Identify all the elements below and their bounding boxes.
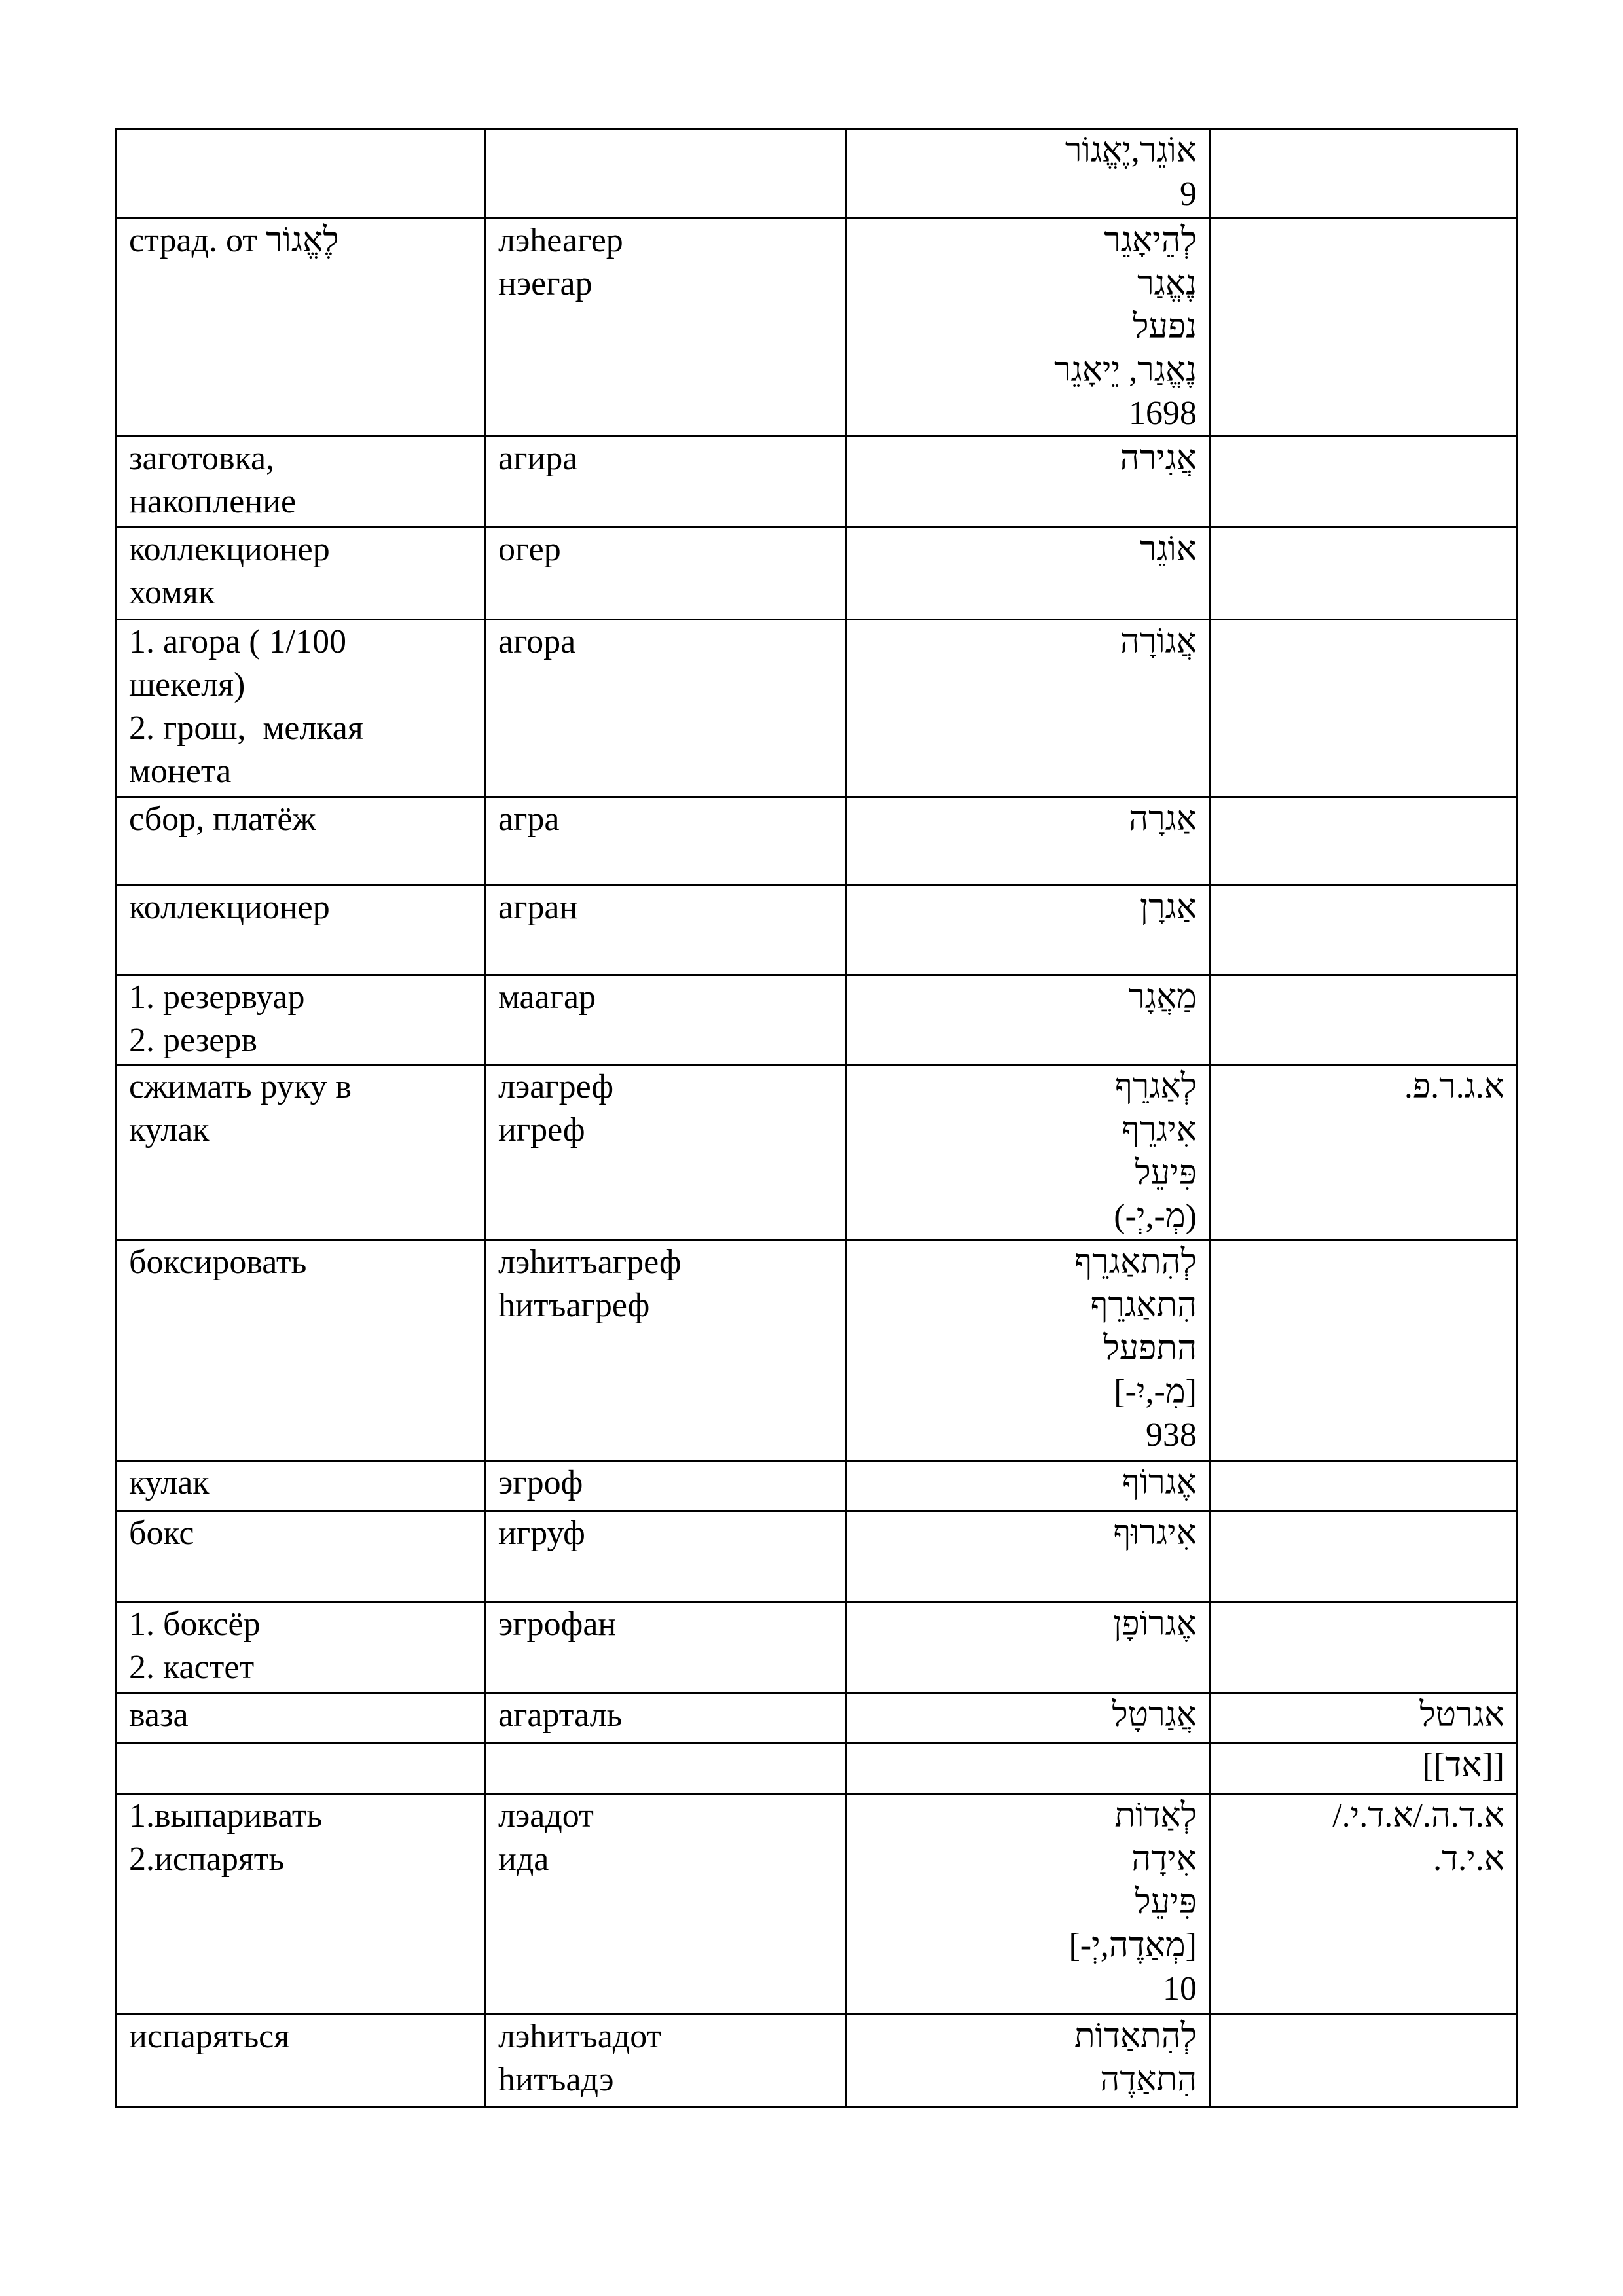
russian-cell [117,1240,486,1461]
russian-cell [117,620,486,797]
root-cell [1210,886,1518,975]
transcription-cell [486,1240,847,1461]
hebrew-line: אֶגרוֹף [1122,1464,1197,1501]
russian-cell [117,1794,486,2015]
russian-line: кулак [129,1111,210,1149]
transcription-line: лэадот [498,1797,594,1835]
russian-cell [117,1744,486,1794]
root-cell [1210,1461,1518,1511]
russian-line: 2. кастет [129,1649,255,1686]
root-line: [[אד]] [1422,1747,1504,1784]
table-row [117,1794,1518,2015]
root-cell [1210,528,1518,620]
root-line: א.י.ד. [1433,1840,1504,1878]
hebrew-cell [847,219,1210,437]
hebrew-cell [847,528,1210,620]
transcription-line: агран [498,889,578,926]
hebrew-cell [847,886,1210,975]
russian-cell [117,219,486,437]
transcription-line: лэагреф [498,1068,614,1105]
hebrew-line: לְהֵיאָגֵר [1104,222,1197,259]
russian-line: 1. боксёр [129,1605,261,1643]
russian-line: накопление [129,483,297,520]
hebrew-cell [847,1794,1210,2015]
transcription-line: лэhитъагреф [498,1244,682,1281]
russian-cell [117,975,486,1065]
transcription-cell [486,797,847,886]
table-row [117,2015,1518,2107]
hebrew-cell [847,1602,1210,1693]
transcription-line: эгроф [498,1464,583,1501]
root-cell [1210,1794,1518,2015]
russian-cell [117,797,486,886]
transcription-line: hитъагреф [498,1287,650,1324]
russian-line: 1. резервуар [129,978,305,1016]
russian-cell [117,1461,486,1511]
hebrew-line: לְהִתאַדוֹת [1074,2018,1197,2055]
hebrew-line: אַגרָן [1139,889,1197,926]
transcription-cell [486,1461,847,1511]
root-cell [1210,219,1518,437]
transcription-line: ида [498,1840,549,1878]
root-line: א.ד.ה./א.ד.י./ [1332,1797,1504,1835]
transcription-cell [486,2015,847,2107]
transcription-line: эгрофан [498,1605,617,1643]
root-cell [1210,1693,1518,1744]
hebrew-line: 9 [1180,175,1197,213]
root-cell [1210,2015,1518,2107]
hebrew-cell [847,1461,1210,1511]
russian-line: боксировать [129,1244,307,1281]
russian-line: сбор, платёж [129,800,316,838]
transcription-cell [486,1794,847,2015]
root-line: א.ג.ר.פ. [1404,1068,1504,1105]
russian-cell [117,1065,486,1240]
transcription-cell [486,1065,847,1240]
table-row [117,1511,1518,1602]
transcription-cell [486,1693,847,1744]
hebrew-line: פִּיעֵל [1135,1155,1197,1192]
hebrew-line: הִתאַגרֵף [1090,1287,1197,1324]
hebrew-line: 1698 [1129,395,1197,432]
russian-line: ваза [129,1696,189,1734]
hebrew-line: אִידָה [1131,1840,1197,1878]
hebrew-cell [847,620,1210,797]
root-cell [1210,1744,1518,1794]
transcription-cell [486,620,847,797]
russian-cell [117,528,486,620]
hebrew-line: נפעל [1133,308,1197,346]
transcription-line: агира [498,440,578,477]
hebrew-cell [847,129,1210,219]
hebrew-line: לְאַדוֹת [1114,1797,1197,1835]
root-line: אגרטל [1419,1696,1504,1734]
table-row [117,528,1518,620]
hebrew-cell [847,975,1210,1065]
table-row [117,219,1518,437]
russian-cell [117,2015,486,2107]
russian-line: бокс [129,1515,194,1552]
russian-line: сжимать руку в [129,1068,352,1105]
russian-cell [117,1602,486,1693]
transcription-cell [486,1602,847,1693]
russian-line: 2. резерв [129,1022,257,1059]
russian-cell [117,1511,486,1602]
transcription-cell [486,1744,847,1794]
hebrew-line: פִּיעֵל [1135,1884,1197,1921]
table-row [117,620,1518,797]
transcription-cell [486,437,847,528]
hebrew-line: אֲגוֹרָה [1120,623,1197,660]
hebrew-line: לְאַגרֵף [1114,1068,1197,1105]
hebrew-line: (מְ-,יְ-) [1114,1198,1197,1235]
table-row [117,1240,1518,1461]
russian-cell [117,1693,486,1744]
russian-line: коллекционер [129,889,330,926]
transcription-line: игреф [498,1111,585,1149]
root-cell [1210,975,1518,1065]
hebrew-line: [מְאַדֶה,יְ-] [1068,1927,1197,1964]
root-cell [1210,1511,1518,1602]
russian-line: монета [129,753,232,790]
transcription-line: агора [498,623,576,660]
transcription-line: лэhитъадот [498,2018,662,2055]
hebrew-line: אֶגרוֹפָן [1113,1605,1197,1643]
hebrew-line: הִתאַדֶה [1100,2061,1197,2098]
hebrew-line: [מִ-,יִ-] [1114,1373,1197,1410]
table-row [117,797,1518,886]
transcription-line: огер [498,531,561,568]
hebrew-line: אוֹגֵר [1139,531,1197,568]
hebrew-cell [847,1744,1210,1794]
hebrew-line: אֲגַרטָל [1112,1696,1197,1734]
table-row [117,1461,1518,1511]
table-row [117,975,1518,1065]
russian-line: 1.выпаривать [129,1797,323,1835]
hebrew-line: התפעל [1103,1330,1197,1367]
root-cell [1210,797,1518,886]
russian-cell [117,437,486,528]
hebrew-line: נֶאֱגַר [1137,265,1197,302]
hebrew-cell [847,1511,1210,1602]
transcription-line: нэегар [498,265,593,302]
root-cell [1210,1602,1518,1693]
table-row [117,886,1518,975]
hebrew-line: אוֹגֵר,יֶאֱגוֹר [1065,132,1197,170]
transcription-cell [486,886,847,975]
russian-line: 2.испарять [129,1840,285,1878]
hebrew-line: אִיגרֵף [1122,1111,1197,1149]
hebrew-line: אִיגרוּף [1113,1515,1197,1552]
hebrew-cell [847,2015,1210,2107]
russian-line: кулак [129,1464,210,1501]
root-cell [1210,1065,1518,1240]
hebrew-cell [847,1693,1210,1744]
hebrew-line: 938 [1146,1416,1197,1454]
russian-line: заготовка, [129,440,275,477]
hebrew-line: אַגרָה [1129,800,1197,838]
russian-line: коллекционер [129,531,330,568]
russian-line: испаряться [129,2018,290,2055]
transcription-line: лэhеагер [498,222,623,259]
russian-cell [117,886,486,975]
dictionary-table-body [117,129,1518,2107]
dictionary-table [115,128,1518,2108]
table-row [117,1602,1518,1693]
hebrew-line: נֶאֱגַר, יֵיאָגֵר [1053,351,1197,389]
russian-line: 2. грош, мелкая [129,709,363,747]
hebrew-line: 10 [1163,1970,1197,2007]
transcription-cell [486,1511,847,1602]
root-cell [1210,620,1518,797]
russian-line: страд. от לֶאֱגוֹר [129,222,339,259]
russian-line: 1. агора ( 1/100 [129,623,346,660]
table-row [117,129,1518,219]
table-row [117,1065,1518,1240]
russian-cell [117,129,486,219]
table-row [117,1744,1518,1794]
hebrew-cell [847,797,1210,886]
hebrew-cell [847,1240,1210,1461]
hebrew-line: אֲגִירה [1120,440,1197,477]
hebrew-cell [847,437,1210,528]
transcription-cell [486,528,847,620]
russian-line: шекеля) [129,666,246,704]
hebrew-line: מַאֲגָר [1128,978,1197,1016]
transcription-line: маагар [498,978,596,1016]
table-row [117,1693,1518,1744]
root-cell [1210,129,1518,219]
transcription-line: агарталь [498,1696,623,1734]
hebrew-line: לְהִתאַגרֵף [1074,1244,1197,1281]
hebrew-cell [847,1065,1210,1240]
transcription-line: hитъадэ [498,2061,614,2098]
transcription-cell [486,975,847,1065]
russian-line: хомяк [129,574,215,611]
root-cell [1210,437,1518,528]
transcription-cell [486,219,847,437]
transcription-line: агра [498,800,560,838]
transcription-line: игруф [498,1515,585,1552]
transcription-cell [486,129,847,219]
table-row [117,437,1518,528]
root-cell [1210,1240,1518,1461]
